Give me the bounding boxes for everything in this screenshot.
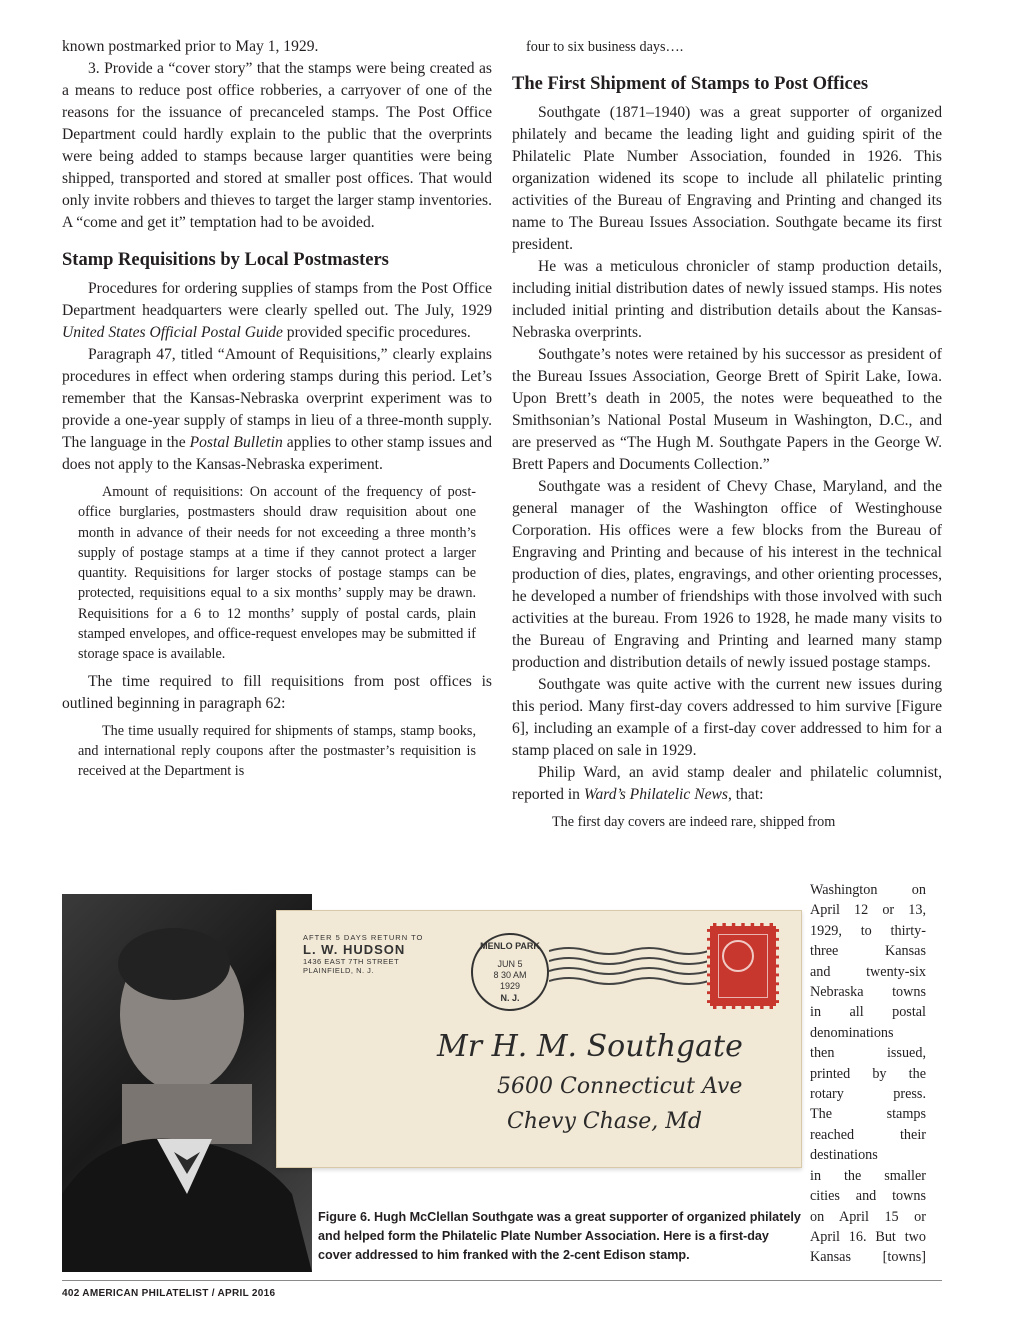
- return-name: L. W. HUDSON: [303, 942, 406, 957]
- stamp-lamp-icon: [722, 940, 754, 972]
- section-heading: The First Shipment of Stamps to Post Offices: [512, 74, 869, 94]
- addressee-name: Mr H. M. Southgate: [437, 1029, 743, 1064]
- quote-line: Kansas [towns]: [810, 1249, 926, 1266]
- quote-line: Nebraska towns: [810, 984, 926, 1001]
- right-column: [512, 36, 942, 832]
- left-column: [62, 36, 492, 788]
- quote-line: April 16. But two: [810, 1228, 926, 1245]
- block-quote-start: The first day covers are indeed rare, shipped from: [552, 814, 836, 830]
- paragraph: Paragraph 47, titled “Amount of Requisitions,” clearly explains procedures in effect when ordering stamps during this period. Let’s remember that the Kansas-Nebraska overprint experiment was to provide a one-year supply of stamps in lieu of a three-month supply. The language in the Postal Bulletin applies to other stamp issues and does not apply to the Kansas-Nebraska experiment.: [62, 346, 493, 473]
- portrait-silhouette: [62, 894, 312, 1272]
- handwritten-address: [427, 1029, 747, 1134]
- quote-line: The stamps: [810, 1106, 926, 1123]
- return-address: [303, 933, 423, 975]
- quote-line: 1929, to thirty-: [810, 922, 926, 939]
- quote-line: in the smaller: [810, 1167, 926, 1184]
- quote-line: printed by the: [810, 1065, 926, 1082]
- quote-line: reached their: [810, 1126, 926, 1143]
- quote-line: cities and towns: [810, 1188, 926, 1205]
- paragraph: Philip Ward, an avid stamp dealer and philatelic columnist, reported in Ward’s Philatelic News, that:: [512, 764, 942, 803]
- postmark: [471, 933, 549, 1011]
- first-day-cover-envelope: [276, 910, 802, 1168]
- block-quote: The time usually required for shipments of stamps, stamp books, and international reply coupons after the postmaster’s requisition is received at the Department is: [78, 722, 476, 780]
- paragraph: 3. Provide a “cover story” that the stamps were being created as a means to reduce post office robberies, a carryover of one of the reasons for the issuance of precanceled stamps. The Post Office Department could hardly explain to the public that the overprints were being added to stamps because larger quantities were being shipped, transported and stored at smaller post offices. That would only invite robbers and thieves to target the larger stamp inventories. A “come and get it” temptation had to be avoided.: [62, 60, 492, 231]
- paragraph: Southgate was quite active with the current new issues during this period. Many first-day covers addressed to him survive [Figure 6], including an example of a first-day cover addressed to him for a stamp placed on sale in 1929.: [512, 676, 942, 759]
- quote-line: denominations: [810, 1024, 894, 1041]
- quote-line: rotary press.: [810, 1086, 926, 1103]
- postmark-date: [473, 959, 547, 992]
- postmark-day: JUN 5: [497, 959, 523, 969]
- paragraph: The time required to fill requisitions from post offices is outlined beginning in paragraph 62:: [62, 672, 492, 712]
- paragraph: Southgate was a resident of Chevy Chase, Maryland, and the general manager of the Washington office of Westinghouse Corporation. His offices were a few blocks from the Bureau of Engraving and Printing and because of his interest in the technical production of dies, plates, engravings, and other orienting processes, he developed a number of friendships with those involved with such activities at the bureau. From 1926 to 1928, he made many visits to the Bureau of Engraving and Printing and learned many stamp production and distribution details of newly issued postage stamps.: [512, 478, 942, 671]
- return-street: 1436 EAST 7TH STREET: [303, 957, 400, 966]
- figure-caption: Figure 6. Hugh McClellan Southgate was a great supporter of organized philately and helped form the Philatelic Plate Number Association. Here is a first-day cover addressed to him franked with the 2-cent Edison stamp.: [318, 1210, 801, 1262]
- paragraph: Southgate’s notes were retained by his successor as president of the Bureau Issues Association, George Brett of Spirit Lake, Iowa. Upon Brett’s death in 2005, the notes were bequeathed to the Smithsonian’s National Postal Museum in Washington, D.C., and are preserved as “The Hugh M. Southgate Papers in the George W. Brett Papers and Documents Collection.”: [512, 346, 942, 473]
- quote-line: on April 15 or: [810, 1208, 926, 1225]
- quote-line: then issued,: [810, 1045, 926, 1062]
- quote-line: and twenty-six: [810, 963, 926, 980]
- paragraph: known postmarked prior to May 1, 1929.: [62, 38, 319, 55]
- addressee-street: 5600 Connecticut Ave: [497, 1074, 743, 1099]
- block-quote: Amount of requisitions: On account of the frequency of post-office burglaries, postmasters should draw requisition about one month in advance of their needs for not exceeding a three month’s supply of postage stamps at a time if they cannot protect a larger quantity. Requisitions for larger stocks of postage stamps can be protected, requisitions equal to a six months’ supply may be drawn. Requisitions for a 6 to 12 months’ supply of postal cards, plain stamped envelopes, and office-request envelopes may be submitted if storage space is available.: [78, 484, 476, 663]
- section-heading: Stamp Requisitions by Local Postmasters: [62, 250, 389, 270]
- quote-line: in all postal: [810, 1004, 926, 1021]
- postmark-time: 8 30 AM: [493, 970, 527, 980]
- block-quote-narrow: [810, 880, 926, 1268]
- page-footer: 402 AMERICAN PHILATELIST / APRIL 2016: [62, 1288, 276, 1299]
- postmark-town: MENLO PARK: [480, 941, 540, 951]
- postmark-year: 1929: [499, 981, 521, 991]
- paragraph: He was a meticulous chronicler of stamp production details, including initial distribution dates of newly issued stamps. His notes included initial printing and distribution details about the Kansas-Nebraska overprints.: [512, 258, 942, 341]
- quote-line: three Kansas: [810, 943, 926, 960]
- edison-stamp: [707, 923, 779, 1009]
- paragraph: Southgate (1871–1940) was a great supporter of organized philately and became the leading light and guiding spirit of the Philatelic Plate Number Association, founded in 1926. This organization widened its scope to include all philatelic printing activities of the Bureau of Engraving and Printing and changed its name to The Bureau Issues Association. Southgate became its first president.: [512, 104, 942, 253]
- postmark-state: N. J.: [500, 993, 520, 1003]
- quote-line: April 12 or 13,: [810, 902, 926, 919]
- portrait-photo: [62, 894, 312, 1272]
- paragraph: Procedures for ordering supplies of stamps from the Post Office Department headquarters were clearly spelled out. The July, 1929 United States Official Postal Guide provided specific procedures.: [62, 280, 492, 341]
- wavy-cancel-lines: [549, 945, 709, 991]
- footer-rule: [62, 1280, 942, 1281]
- addressee-city: Chevy Chase, Md: [507, 1109, 702, 1134]
- return-city: PLAINFIELD, N. J.: [303, 966, 375, 975]
- quote-line: destinations: [810, 1147, 878, 1164]
- quote-line: Washington on: [810, 882, 926, 898]
- return-label: AFTER 5 DAYS RETURN TO: [303, 933, 424, 942]
- figure-6: [62, 894, 802, 1272]
- quote-continuation: four to six business days….: [526, 39, 684, 55]
